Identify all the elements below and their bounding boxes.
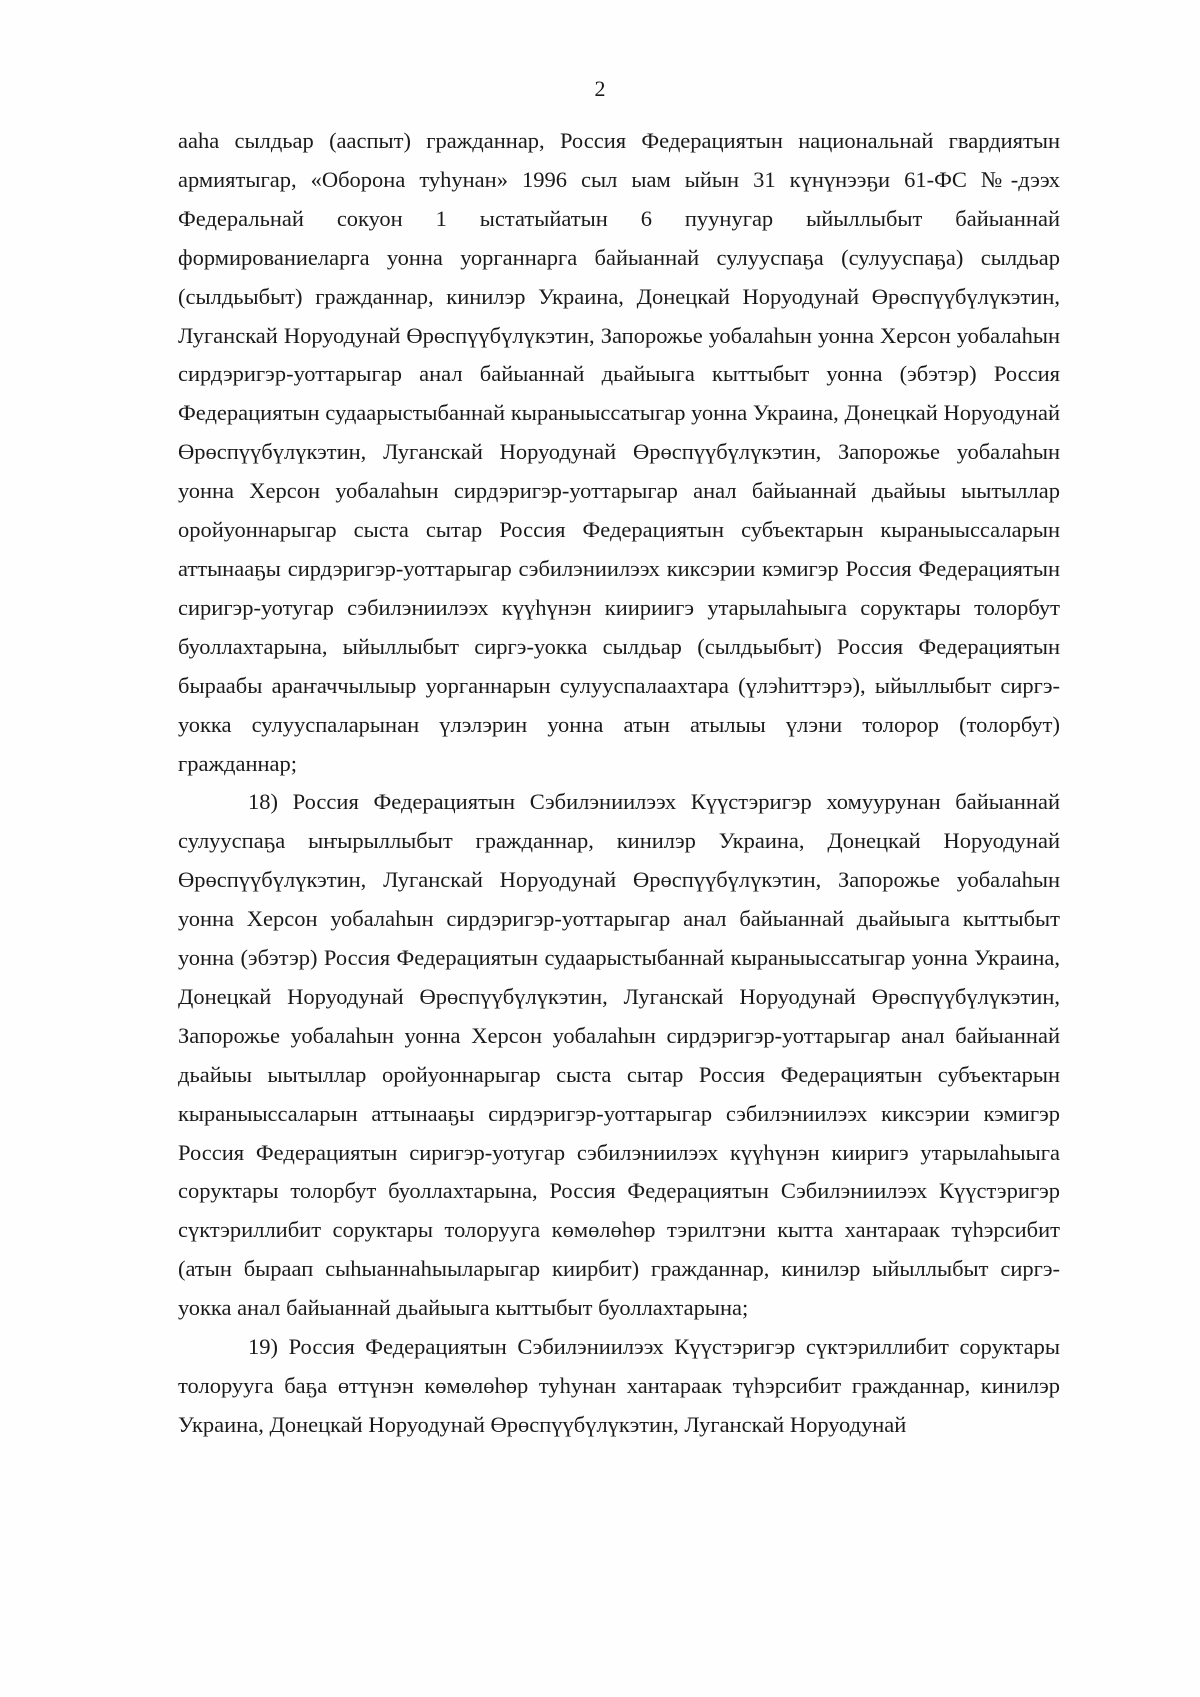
paragraph-item-19: 19) Россия Федерациятын Сэбилэниилээх Күүстэригэр сүктэриллибит соруктары толорууга баҕа өттүнэн көмөлөһөр туһунан хантараак түһэрсибит гражданнар, кинилэр Украина, Донецкай Норуодунай Өрөспүүбүлүкэтин, Луганскай Норуодунай <box>178 1334 1060 1437</box>
document-body <box>178 122 1060 1445</box>
paragraph-continuation: ааһа сылдьар (ааспыт) гражданнар, Россия Федерациятын национальнай гвардиятын армиятыгар, «Оборона туһунан» 1996 сыл ыам ыйын 31 күнүнээҕи 61-ФС №-дээх Федеральнай сокуон 1 ыстатыйатын 6 пуунугар ыйыллыбыт байыаннай формированиеларга уонна уорганнарга байыаннай сулууспаҕа (сулууспаҕа) сылдьар (сылдьыбыт) гражданнар, кинилэр Украина, Донецкай Норуодунай Өрөспүүбүлүкэтин, Луганскай Норуодунай Өрөспүүбүлүкэтин, Запорожье уобалаһын уонна Херсон уобалаһын сирдэригэр-уоттарыгар анал байыаннай дьайыыга кыттыбыт уонна (эбэтэр) Россия Федерациятын судаарыстыбаннай кыраныыссатыгар уонна Украина, Донецкай Норуодунай Өрөспүүбүлүкэтин, Луганскай Норуодунай Өрөспүүбүлүкэтин, Запорожье уобалаһын уонна Херсон уобалаһын сирдэригэр-уоттарыгар анал байыаннай дьайыы ыытыллар оройуоннарыгар сыста сытар Россия Федерациятын субъектарын кыраныыссаларын аттынааҕы сирдэригэр-уоттарыгар сэбилэниилээх киксэрии кэмигэр Россия Федерациятын сиригэр-уотугар сэбилэниилээх күүһүнэн киириигэ утарылаһыыга соруктары толорбут буоллахтарына, ыйыллыбыт сиргэ-уокка сылдьар (сылдьыбыт) Россия Федерациятын быраабы араҥаччылыыр уорганнарын сулууспалаахтара (үлэһиттэрэ), ыйыллыбыт сиргэ-уокка сулууспаларынан үлэлэрин уонна атын атылыы үлэни толорор (толорбут) гражданнар; <box>178 128 1060 776</box>
paragraph-item-18: 18) Россия Федерациятын Сэбилэниилээх Күүстэригэр хомуурунан байыаннай сулууспаҕа ыҥырыллыбыт гражданнар, кинилэр Украина, Донецкай Норуодунай Өрөспүүбүлүкэтин, Луганскай Норуодунай Өрөспүүбүлүкэтин, Запорожье уобалаһын уонна Херсон уобалаһын сирдэригэр-уоттарыгар анал байыаннай дьайыыга кыттыбыт уонна (эбэтэр) Россия Федерациятын судаарыстыбаннай кыраныыссатыгар уонна Украина, Донецкай Норуодунай Өрөспүүбүлүкэтин, Луганскай Норуодунай Өрөспүүбүлүкэтин, Запорожье уобалаһын уонна Херсон уобалаһын сирдэригэр-уоттарыгар анал байыаннай дьайыы ыытыллар оройуоннарыгар сыста сытар Россия Федерациятын субъектарын кыраныыссаларын аттынааҕы сирдэригэр-уоттарыгар сэбилэниилээх киксэрии кэмигэр Россия Федерациятын сиригэр-уотугар сэбилэниилээх күүһүнэн кииригэ утарылаһыыга соруктары толорбут буоллахтарына, Россия Федерациятын Сэбилэниилээх Күүстэригэр сүктэриллибит соруктары толорууга көмөлөһөр тэрилтэни кытта хантараак түһэрсибит (атын быраап сыһыаннаһыыларыгар киирбит) гражданнар, кинилэр ыйыллыбыт сиргэ-уокка анал байыаннай дьайыыга кыттыбыт буоллахтарына; <box>178 789 1060 1321</box>
page-number: 2 <box>594 76 606 101</box>
